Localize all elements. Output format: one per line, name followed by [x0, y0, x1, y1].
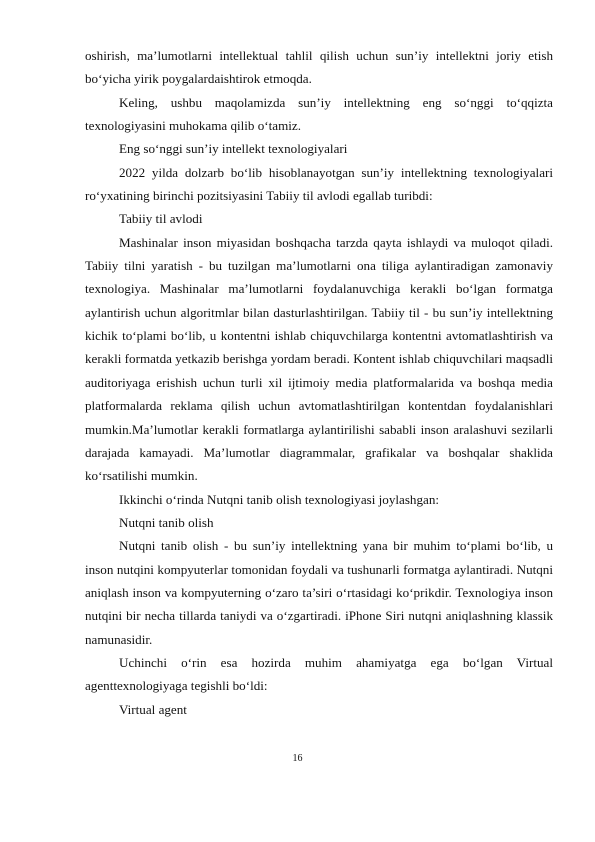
- paragraph-continuation: oshirish, ma’lumotlarni intellektual tahlil qilish uchun sun’iy intellektni joriy etish bo‘yicha yirik poygalardaishtirok etmoqda.: [85, 48, 553, 87]
- section-heading-latest-ai: Eng so‘nggi sun’iy intellekt texnologiyalari: [119, 141, 348, 157]
- paragraph-second-position: Ikkinchi o‘rinda Nutqni tanib olish texnologiyasi joylashgan:: [119, 491, 440, 507]
- paragraph-intro: Keling, ushbu maqolamizda sun’iy intellektning eng so‘nggi to‘qqizta texnologiyasini muhokama qilib o‘tamiz.: [85, 94, 553, 134]
- page-number: 16: [292, 753, 303, 764]
- section-heading-speech-recognition: Nutqni tanib olish: [119, 514, 214, 530]
- paragraph-natural-language: Mashinalar inson miyasidan boshqacha tarzda qayta ishlaydi va muloqot qiladi. Tabiiy tilni yaratish - bu tuzilgan ma’lumotlarni ona tiliga aylantiradigan zamonaviy texnologiya. Mashinalar ma’lumotlarni foydalanuvchiga kerakli bo‘lgan formatga aylantirish uchun algoritmlar bilan dasturlashtirilgan. Tabiiy til - bu sun’iy intellektning kichik to‘plami bo‘lib, u kontentni ishlab chiquvchilarga kontentni avtomatlashtirish va kerakli formatda yetkazib berishga yordam beradi. Kontent ishlab chiquvchilari maqsadli auditoriyaga erishish uchun turli xil ijtimoiy media platformalarida va boshqa media platformalarda reklama qilish uchun avtomatlashtirilgan kontentdan foydalanishlari mumkin.Ma’lumotlar kerakli formatlarga aylantirilishi sababli inson aralashuvi sezilarli darajada kamayadi. Ma’lumotlar diagrammalar, grafikalar va boshqalar shaklida ko‘rsatilishi mumkin.: [85, 234, 553, 484]
- body-text: [85, 44, 553, 721]
- paragraph-third-position: Uchinchi o‘rin esa hozirda muhim ahamiyatga ega bo‘lgan Virtual agenttexnologiyaga tegishli bo‘ldi:: [85, 654, 553, 694]
- paragraph-first-position: 2022 yilda dolzarb bo‘lib hisoblanayotgan sun’iy intellektning texnologiyalari ro‘yxatining birinchi pozitsiyasini Tabiiy til avlodi egallab turibdi:: [85, 164, 553, 204]
- section-heading-natural-language: Tabiiy til avlodi: [119, 211, 203, 227]
- paragraph-speech-recognition: Nutqni tanib olish - bu sun’iy intellektning yana bir muhim to‘plami bo‘lib, u inson nutqini kompyuterlar tomonidan foydali va tushunarli formatga aylantiradi. Nutqni aniqlash inson va kompyuterning o‘zaro ta’siri o‘rtasidagi ko‘prikdir. Texnologiya inson nutqini bir necha tillarda taniydi va o‘zgartiradi. iPhone Siri nutqni aniqlashning klassik namunasidir.: [85, 538, 553, 647]
- section-heading-virtual-agent: Virtual agent: [119, 701, 187, 717]
